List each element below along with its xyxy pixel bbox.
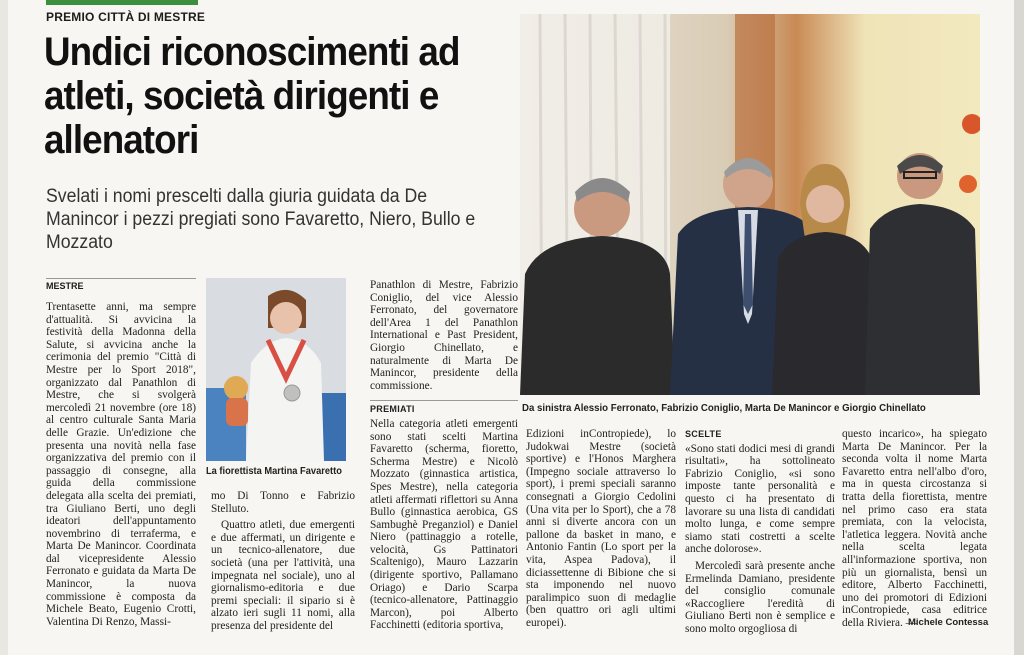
dateline-rule — [46, 278, 196, 279]
fencer-photo — [206, 278, 346, 461]
group-photo-illustration — [520, 14, 980, 395]
article-column-3 — [370, 279, 518, 632]
kicker-rule — [370, 400, 518, 401]
byline: Michele Contessa — [908, 617, 989, 628]
article-column-5 — [685, 428, 835, 636]
fencer-illustration — [206, 278, 346, 461]
paragraph: mo Di Tonno e Fabrizio Stelluto. — [211, 490, 355, 515]
page-edge — [1014, 0, 1024, 655]
group-photo — [520, 14, 980, 395]
newspaper-page — [8, 0, 1014, 655]
paragraph: Quattro atleti, due emergenti e due affermati, un dirigente e un tecnico-allenatore, due società (una per l'attività, una impegnata nel sociale), uno al giornalismo-editoria e due premi speciali: il sipario si è alzato ieri sugli 11 nomi, alla presenza del presidente del — [211, 519, 355, 632]
article-column-2 — [211, 490, 355, 633]
paragraph: «Sono stati dodici mesi di grandi risultati», ha sottolineato Fabrizio Coniglio, «si sono imposte tante personalità e questo ci ha presentato di lavorare su una lista di candidati molto lunga, e come sempre siamo stati costretti a scelte anche dolorose». — [685, 442, 835, 556]
article-column-1 — [46, 301, 196, 628]
paragraph: Panathlon di Mestre, Fabrizio Coniglio, del vice Alessio Ferronato, del governatore dell'Area 1 del Panathlon International e Past President, Giorgio Chinellato, e naturalmente di Marta De Manincor, presidente della commissione. — [370, 279, 518, 392]
paragraph: Trentasette anni, ma sempre d'attualità. Si avvicina la festività della Madonna della Salute, si avvicina anche la cerimonia del premio "Città di Mestre per lo Sport 2018", organizzato dal Panathlon di Mestre, che si svolgerà mercoledì 21 novembre (ore 18) al centro culturale Santa Maria delle Grazie. Un'edizione che presenta una novità nella fase organizzativa del premio con il passaggio di consegne, alla guida della commissione delegata alla scelta dei premiati, tra Giuliano Berti, uno degli ideatori dell'appuntamento novembrino di terraferma, e Marta De Manincor. Coordinata dal vicepresidente Alessio Ferronato e guidata da Marta De Manincor, la nuova commissione è composta da Michele Beato, Eugenio Crotti, Valentina Di Renzo, Massi- — [46, 301, 196, 628]
paragraph: Mercoledì sarà presente anche Ermelinda Damiano, presidente del consiglio comunale «Raccogliere l'eredità di Giuliano Berti non è semplice e sono molto orgogliosa di — [685, 559, 835, 635]
kicker-premiati: PREMIATI — [370, 404, 415, 415]
main-photo-caption: Da sinistra Alessio Ferronato, Fabrizio Coniglio, Marta De Manincor e Giorgio Chinellato — [522, 402, 926, 414]
subheadline: Svelati i nomi prescelti dalla giuria guidata da De Manincor i pezzi pregiati sono Favaretto, Niero, Bullo e Mozzato — [46, 186, 476, 253]
article-column-6 — [842, 428, 987, 630]
section-accent-bar — [46, 0, 198, 5]
paragraph: Edizioni inContropiede), lo Judokwai Mestre (società sportive) e l'Honos Marghera (Impegno sociale attraverso lo sport), i premi speciali saranno consegnati a Giorgio Cedolini (Una vita per lo Sport), che a 78 anni si diverte ancora con un pallone da basket in mano, e Antonio Fantin (Lo sport per la vita, Aspea Padova), il diciassettenne di Bibione che si sta imponendo nel nuovo paralimpico suon di medaglie (ben quattro ori agli ultimi europei). — [526, 428, 676, 629]
headline: Undici riconoscimenti ad atleti, società dirigenti e allenatori — [44, 30, 460, 162]
fencer-photo-caption: La fiorettista Martina Favaretto — [206, 466, 342, 477]
article-column-4 — [526, 428, 676, 630]
dateline: MESTRE — [46, 281, 84, 291]
paragraph: Nella categoria atleti emergenti sono stati scelti Martina Favaretto (scherma, fioretto, Scherma Mestre) e Nicolò Mozzato (ginnastica artistica, Spes Mestre), nella categoria atleti affermati riflettori su Anna Bullo (ginnastica aerobica, GS Sambughè Preganziol) e Daniel Niero (pattinaggio a rotelle, velocità, Gs Pattinatori Scaltenigo), Mauro Lazzarin (dirigente sportivo, Pallamano Oriago) e Dario Scarpa (tecnico-allenatore, Pattinaggio Marcon), poi Alberto Facchinetti (editoria sportiva, — [370, 417, 518, 632]
kicker-scelte: SCELTE — [685, 429, 722, 439]
section-label: PREMIO CITTÀ DI MESTRE — [46, 10, 206, 24]
paragraph: questo incarico», ha spiegato Marta De Manincor. Per la seconda volta il nome Marta Favaretto entra nell'albo d'oro, ma in questa circostanza si tratta della fiorettista, mentre nel primo caso era stata premiata, con la velocista, l'atletica leggera. Novità anche nella scelta legata all'informazione sportiva, non più un giornalista, bensì un editore, Alberto Facchinetti, uno dei promotori di Edizioni inContropiede, casa editrice della Riviera. — — [842, 428, 987, 629]
